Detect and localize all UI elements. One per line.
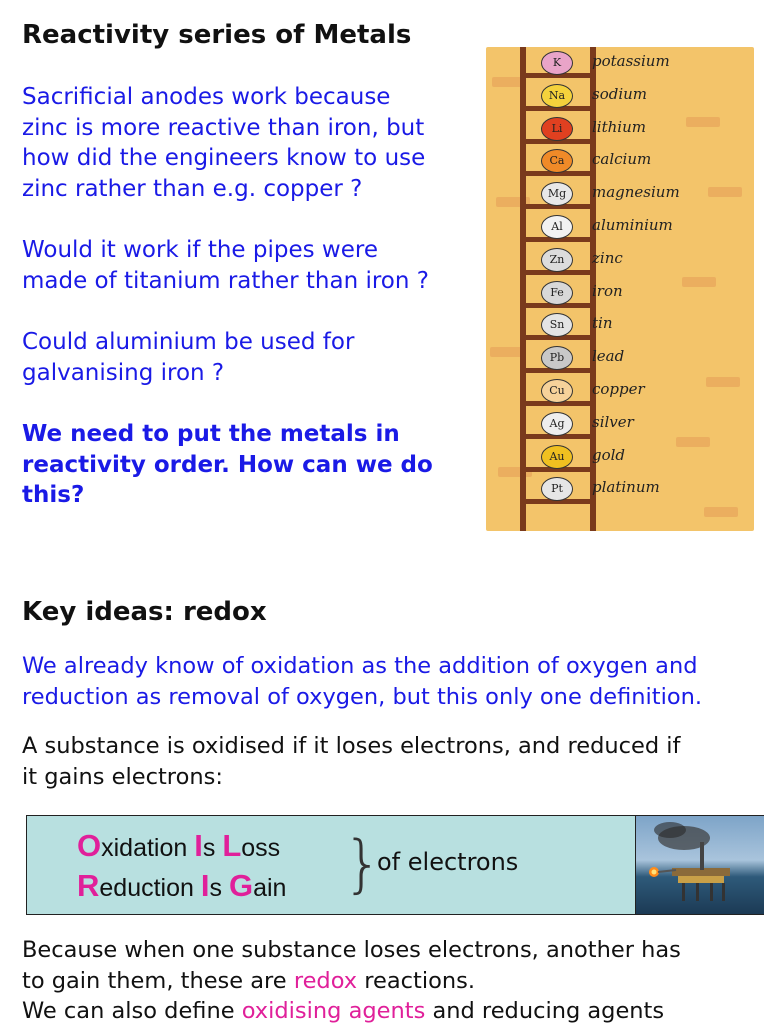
reduction-is-gain-line: Reduction Is Gain bbox=[77, 868, 287, 903]
metal-label-lithium: lithium bbox=[592, 117, 646, 136]
electron-definition-paragraph bbox=[22, 731, 680, 792]
oxidation-definition-paragraph bbox=[22, 651, 702, 712]
metal-character-gold: Au bbox=[541, 445, 573, 469]
metal-label-aluminium: aluminium bbox=[592, 216, 673, 234]
metal-character-lithium: Li bbox=[541, 117, 573, 141]
redox-explanation-paragraph bbox=[22, 935, 681, 1027]
text-line: We can also define oxidising agents and reducing agents bbox=[22, 998, 665, 1024]
text-line: how did the engineers know to use bbox=[22, 145, 426, 171]
text-line: made of titanium rather than iron ? bbox=[22, 267, 429, 294]
reactivity-heading: Reactivity series of Metals bbox=[22, 20, 412, 50]
curly-brace: } bbox=[343, 827, 383, 900]
metal-label-magnesium: magnesium bbox=[592, 183, 680, 202]
metal-character-potassium: K bbox=[541, 51, 573, 75]
metal-character-copper: Cu bbox=[541, 379, 573, 403]
text-line: Would it work if the pipes were bbox=[22, 237, 378, 263]
text-line: zinc is more reactive than iron, but bbox=[22, 114, 425, 141]
metal-label-iron: iron bbox=[592, 281, 623, 300]
text-line: Because when one substance loses electrons, another has bbox=[22, 937, 681, 963]
metal-label-potassium: potassium bbox=[592, 52, 670, 70]
metal-label-tin: tin bbox=[592, 314, 613, 333]
oil-rig-photo bbox=[635, 816, 764, 914]
metal-character-platinum: Pt bbox=[541, 477, 573, 501]
metal-character-magnesium: Mg bbox=[541, 182, 573, 206]
metal-character-zinc: Zn bbox=[541, 248, 573, 272]
metal-label-gold: gold bbox=[592, 445, 626, 464]
titanium-question bbox=[22, 235, 429, 296]
metal-label-lead: lead bbox=[592, 347, 625, 366]
reactivity-ladder-illustration bbox=[486, 47, 754, 531]
ladder-left-rail bbox=[520, 47, 526, 531]
metal-label-zinc: zinc bbox=[592, 248, 623, 267]
text-line: We need to put the metals in bbox=[22, 421, 400, 447]
oxidation-is-loss-line: Oxidation Is Loss bbox=[77, 828, 281, 863]
reactivity-order-prompt bbox=[22, 419, 433, 511]
text-line: A substance is oxidised if it loses electrons, and reduced if bbox=[22, 733, 681, 759]
text-line: zinc rather than e.g. copper ? bbox=[22, 175, 363, 202]
metal-label-sodium: sodium bbox=[592, 84, 648, 103]
oxidising-agents-keyword: oxidising agents bbox=[241, 998, 426, 1024]
metal-character-calcium: Ca bbox=[541, 149, 573, 173]
metal-label-copper: copper bbox=[592, 380, 645, 398]
text-line: reduction as removal of oxygen, but this only one definition. bbox=[22, 683, 702, 710]
aluminium-question bbox=[22, 327, 354, 388]
metal-character-silver: Ag bbox=[541, 412, 573, 436]
redox-heading: Key ideas: redox bbox=[22, 597, 267, 627]
text-line: to gain them, these are redox reactions. bbox=[22, 967, 475, 994]
text-line: We already know of oxidation as the addition of oxygen and bbox=[22, 653, 698, 679]
metal-character-tin: Sn bbox=[541, 313, 573, 337]
text-line: this? bbox=[22, 482, 85, 508]
metal-label-silver: silver bbox=[592, 412, 634, 431]
metal-character-sodium: Na bbox=[541, 84, 573, 108]
text-line: reactivity order. How can we do bbox=[22, 451, 433, 478]
text-line: it gains electrons: bbox=[22, 763, 223, 790]
metal-character-iron: Fe bbox=[541, 281, 573, 305]
metal-label-calcium: calcium bbox=[592, 150, 652, 169]
text-line: Could aluminium be used for bbox=[22, 329, 355, 355]
metal-label-platinum: platinum bbox=[592, 478, 660, 497]
of-electrons-label: of electrons bbox=[377, 848, 519, 876]
text-line: Sacrificial anodes work because bbox=[22, 84, 391, 110]
metal-character-aluminium: Al bbox=[541, 215, 573, 239]
oil-rig-mnemonic-box bbox=[26, 815, 764, 915]
text-line: galvanising iron ? bbox=[22, 359, 225, 386]
sacrificial-anodes-paragraph bbox=[22, 82, 425, 204]
redox-keyword: redox bbox=[293, 967, 358, 994]
metal-character-lead: Pb bbox=[541, 346, 573, 370]
